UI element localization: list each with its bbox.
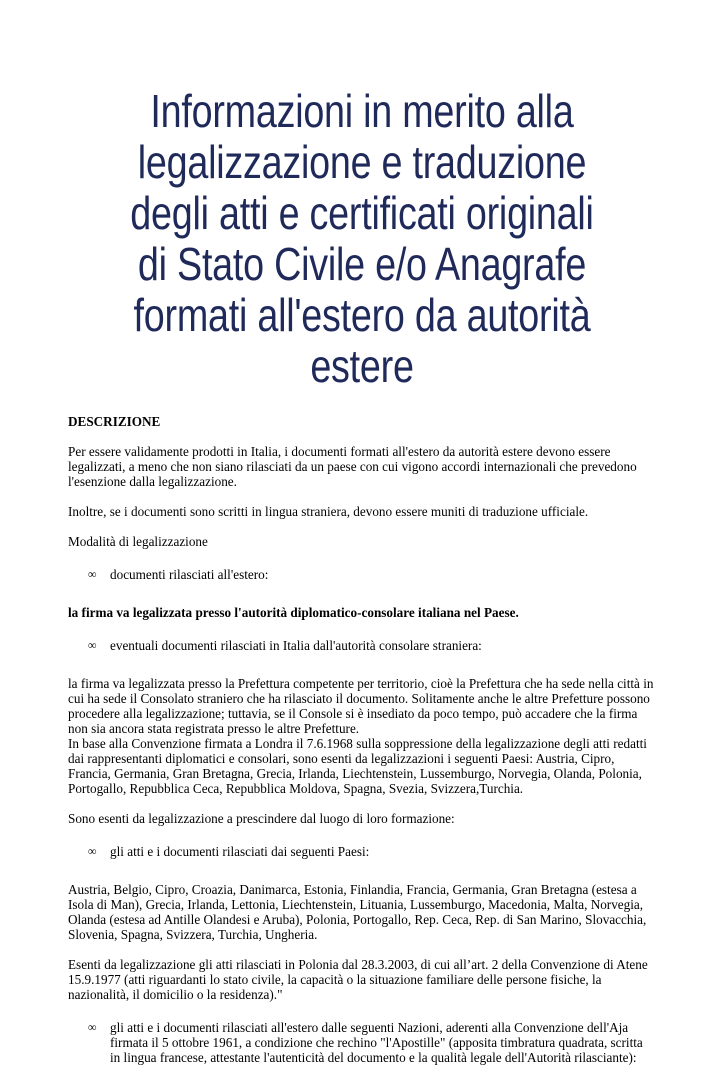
infinity-bullet-icon: ∞ bbox=[88, 1020, 97, 1034]
document-body bbox=[68, 414, 656, 1065]
paragraph-polonia: Esenti da legalizzazione gli atti rilasciati in Polonia dal 28.3.2003, di cui all’art. 2 della Convenzione di Atene 15.9.1977 (atti riguardanti lo stato civile, la capacità o la situazione familiare delle persone fisiche, la nazionalità, il domicilio o la residenza)." bbox=[68, 957, 648, 1002]
list-item bbox=[68, 1020, 656, 1065]
bullet-text: gli atti e i documenti rilasciati dai seguenti Paesi: bbox=[110, 844, 370, 859]
bullet-text: documenti rilasciati all'estero: bbox=[110, 567, 269, 582]
paragraph-firma-estero: la firma va legalizzata presso l'autorità diplomatico-consolare italiana nel Paese. bbox=[68, 605, 519, 620]
paragraph-prefettura: la firma va legalizzata presso la Prefettura competente per territorio, cioè la Prefettura che ha sede nella città in cui ha sede il Consolato straniero che ha rilasciato il documento. Solitamente anche le altre Prefetture possono procedere alla legalizzazione; tuttavia, se il Console si è insediato da poco tempo, può accadere che la firma non sia ancora stata registrata presso le altre Prefetture. bbox=[68, 676, 654, 736]
paragraph-intro: Per essere validamente prodotti in Italia, i documenti formati all'estero da autorità estere devono essere legalizzati, a meno che non siano rilasciati da un paese con cui vigono accordi internazionali che prevedono l'esenzione dalla legalizzazione. bbox=[68, 444, 637, 489]
paragraph-londra: In base alla Convenzione firmata a Londra il 7.6.1968 sulla soppressione della legalizzazione degli atti redatti dai rappresentanti diplomatici e consolari, sono esenti da legalizzazioni i seguenti Paesi: Austria, Cipro, Francia, Germania, Gran Bretagna, Grecia, Irlanda, Liechtenstein, Lussemburgo, Norvegia, Olanda, Polonia, Portogallo, Repubblica Ceca, Repubblica Moldova, Spagna, Svezia, Svizzera,Turchia. bbox=[68, 736, 647, 796]
list-item bbox=[68, 844, 656, 859]
list-item bbox=[68, 638, 656, 653]
list-item bbox=[68, 567, 656, 582]
paragraph-paesi: Austria, Belgio, Cipro, Croazia, Danimarca, Estonia, Finlandia, Francia, Germania, Gran Bretagna (estesa a Isola di Man), Grecia, Irlanda, Lettonia, Liechtenstein, Lituania, Lussemburgo, Macedonia, Malta, Norvegia, Olanda (estesa ad Antille Olandesi e Aruba), Polonia, Portogallo, Rep. Ceca, Rep. di San Marino, Slovacchia, Slovenia, Spagna, Svizzera, Turchia, Ungheria. bbox=[68, 882, 647, 942]
infinity-bullet-icon: ∞ bbox=[88, 638, 97, 652]
section-heading: DESCRIZIONE bbox=[68, 414, 161, 429]
page-title: Informazioni in merito alla legalizzazione e traduzione degli atti e certificati originali di Stato Civile e/o Anagrafe formati all'estero da autorità estere bbox=[130, 85, 594, 392]
infinity-bullet-icon: ∞ bbox=[88, 567, 97, 581]
bullet-text: gli atti e i documenti rilasciati all'estero dalle seguenti Nazioni, aderenti alla Convenzione dell'Aja firmata il 5 ottobre 1961, a condizione che rechino "l'Apostille" (apposita timbratura quadrata, scritta in lingua francese, attestante l'autenticità del documento e la qualità legale dell'Autorità rilasciante): bbox=[110, 1020, 643, 1065]
paragraph-translation: Inoltre, se i documenti sono scritti in lingua straniera, devono essere muniti di traduzione ufficiale. bbox=[68, 504, 589, 519]
infinity-bullet-icon: ∞ bbox=[88, 844, 97, 858]
bullet-text: eventuali documenti rilasciati in Italia dall'autorità consolare straniera: bbox=[110, 638, 482, 653]
paragraph-esenti: Sono esenti da legalizzazione a prescindere dal luogo di loro formazione: bbox=[68, 811, 455, 826]
paragraph-modalita: Modalità di legalizzazione bbox=[68, 534, 208, 549]
